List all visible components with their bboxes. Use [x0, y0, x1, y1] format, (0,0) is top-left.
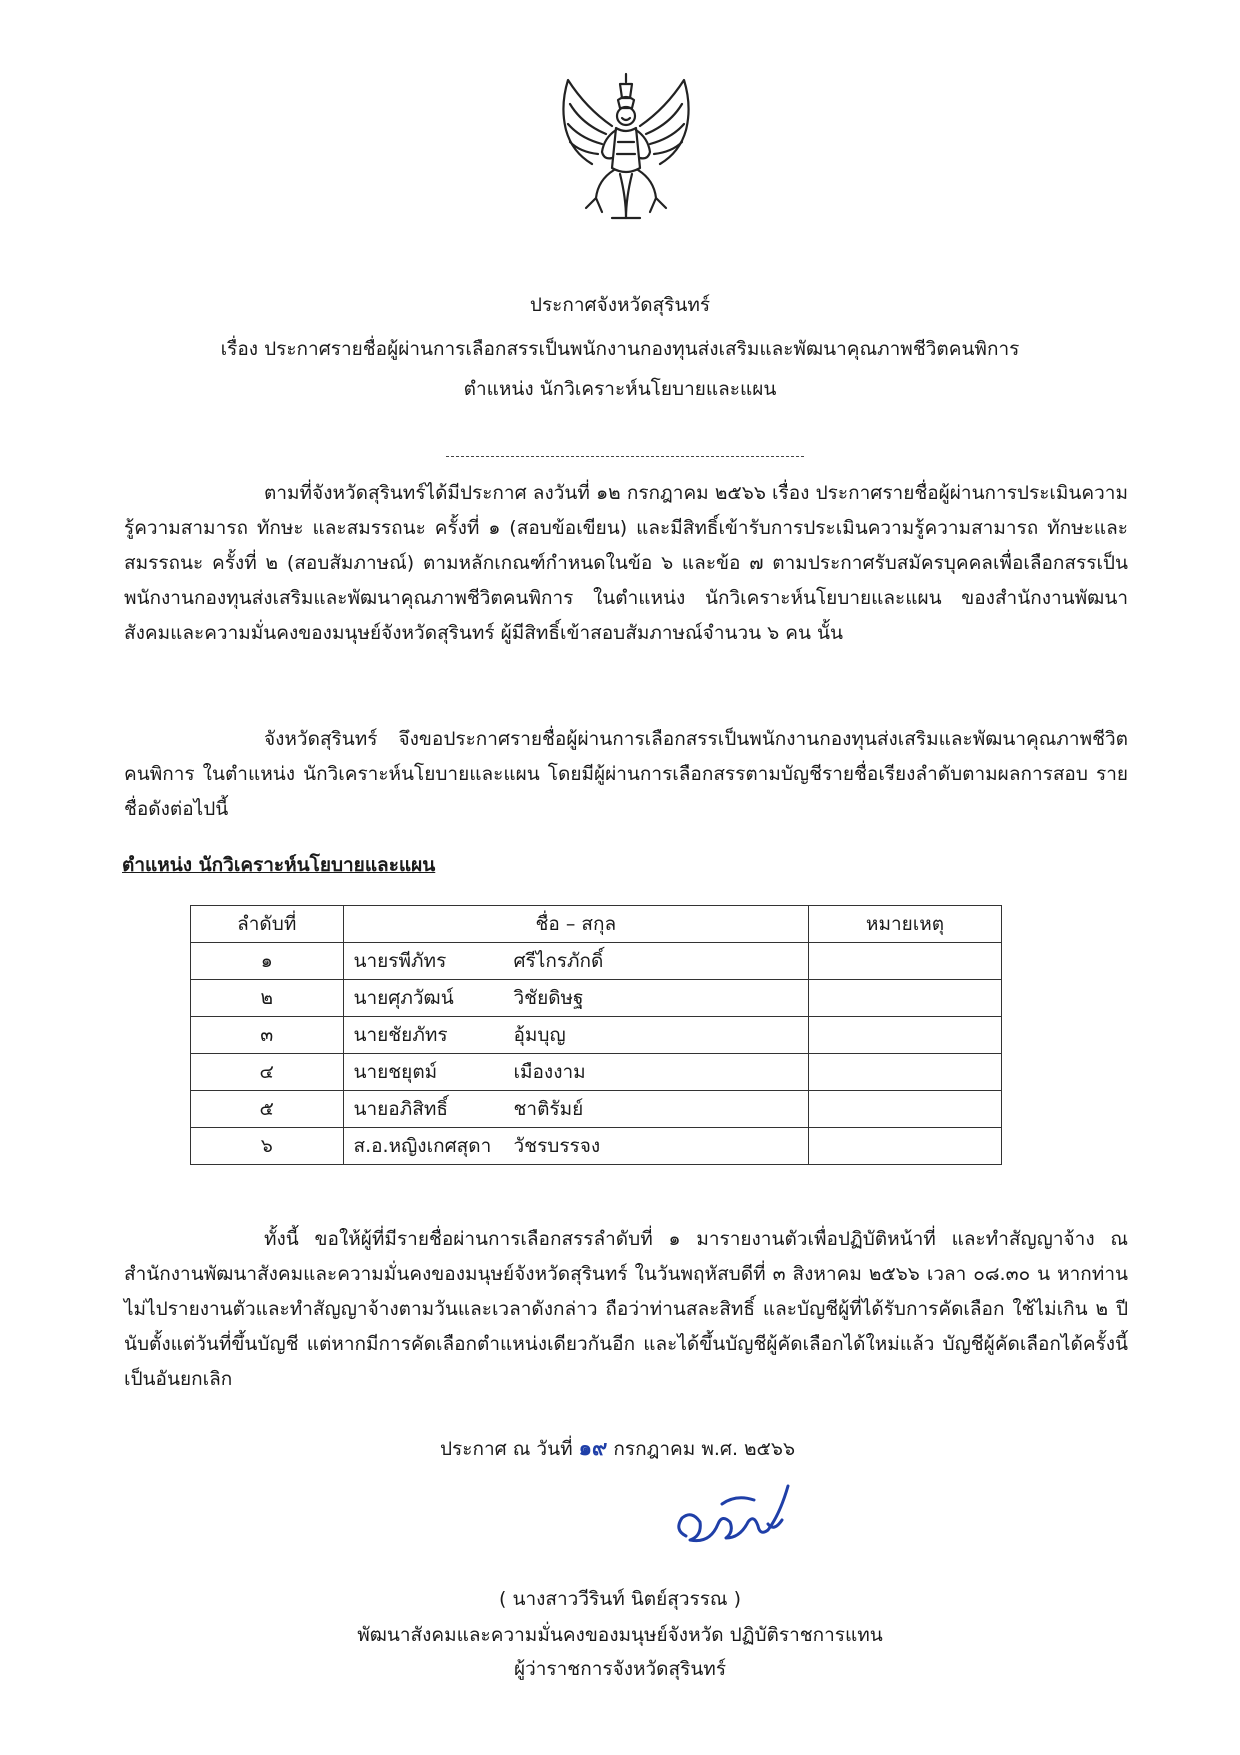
row-note [809, 980, 1002, 1017]
date-prefix: ประกาศ ณ วันที่ [440, 1438, 573, 1460]
row-order: ๒ [191, 980, 344, 1017]
row-order: ๕ [191, 1091, 344, 1128]
first-name: นายชยุตม์ [353, 1061, 438, 1083]
first-name: นายศุภวัฒน์ [353, 987, 454, 1009]
table-row [191, 1128, 1002, 1165]
first-name: นายรพีภัทร [353, 950, 447, 972]
row-order: ๖ [191, 1128, 344, 1165]
document-issuer: ประกาศจังหวัดสุรินทร์ [529, 294, 711, 316]
first-name: ส.อ.หญิงเกศสุดา [353, 1135, 492, 1157]
paragraph-background: ตามที่จังหวัดสุรินทร์ได้มีประกาศ ลงวันที่ ๑๒ กรกฎาคม ๒๕๖๖ เรื่อง ประกาศรายชื่อผู้ผ่านการประเมินความรู้ความสามารถ ทักษะ และสมรรถนะ ครั้งที่ ๑ (สอบข้อเขียน) และมีสิทธิ์เข้ารับการประเมินความรู้ความสามารถ ทักษะและสมรรถนะ ครั้งที่ ๒ (สอบสัมภาษณ์) ตามหลักเกณฑ์กำหนดในข้อ ๖ และข้อ ๗ ตามประกาศรับสมัครบุคคลเพื่อเลือกสรรเป็นพนักงานกองทุนส่งเสริมและพัฒนาคุณภาพชีวิตคนพิการ ในตำแหน่ง นักวิเคราะห์นโยบายและแผน ของสำนักงานพัฒนาสังคมและความมั่นคงของมนุษย์จังหวัดสุรินทร์ ผู้มีสิทธิ์เข้าสอบสัมภาษณ์จำนวน ๖ คน นั้น [124, 482, 1128, 644]
table-row [191, 943, 1002, 980]
paragraph-announcement: จังหวัดสุรินทร์ จึงขอประกาศรายชื่อผู้ผ่านการเลือกสรรเป็นพนักงานกองทุนส่งเสริมและพัฒนาคุณภาพชีวิตคนพิการ ในตำแหน่ง นักวิเคราะห์นโยบายและแผน โดยมีผู้ผ่านการเลือกสรรตามบัญชีรายชื่อเรียงลำดับตามผลการสอบ รายชื่อดังต่อไปนี้ [124, 728, 1128, 820]
results-table [190, 905, 1002, 1165]
row-note [809, 1091, 1002, 1128]
signer-name: ( นางสาววีรินท์ นิตย์สุวรรณ ) [499, 1588, 741, 1610]
garuda-emblem-icon [546, 68, 706, 228]
row-order: ๑ [191, 943, 344, 980]
table-row [191, 1017, 1002, 1054]
document-position: ตำแหน่ง นักวิเคราะห์นโยบายและแผน [463, 378, 777, 400]
last-name: วิชัยดิษฐ [513, 987, 584, 1009]
row-name [343, 1128, 809, 1165]
table-row [191, 1054, 1002, 1091]
section-title: ตำแหน่ง นักวิเคราะห์นโยบายและแผน [122, 854, 436, 876]
heading-divider [446, 456, 804, 457]
handwritten-signature [664, 1474, 814, 1564]
row-name [343, 1054, 809, 1091]
last-name: อุ้มบุญ [513, 1024, 566, 1046]
table-header-row [191, 906, 1002, 943]
row-note [809, 943, 1002, 980]
row-order: ๓ [191, 1017, 344, 1054]
date-day: ๑๙ [578, 1436, 608, 1460]
last-name: เมืองงาม [513, 1061, 586, 1083]
header-name: ชื่อ – สกุล [343, 906, 809, 943]
row-name [343, 980, 809, 1017]
row-name [343, 1091, 809, 1128]
row-name [343, 1017, 809, 1054]
row-note [809, 1054, 1002, 1091]
table-row [191, 980, 1002, 1017]
last-name: ชาติรัมย์ [513, 1098, 584, 1120]
row-name [343, 943, 809, 980]
signer-title: พัฒนาสังคมและความมั่นคงของมนุษย์จังหวัด ปฏิบัติราชการแทน [357, 1624, 883, 1646]
row-note [809, 1017, 1002, 1054]
signer-authority: ผู้ว่าราชการจังหวัดสุรินทร์ [513, 1658, 727, 1680]
header-note: หมายเหตุ [809, 906, 1002, 943]
header-order: ลำดับที่ [191, 906, 344, 943]
document-subject: เรื่อง ประกาศรายชื่อผู้ผ่านการเลือกสรรเป็นพนักงานกองทุนส่งเสริมและพัฒนาคุณภาพชีวิตคนพิการ [220, 338, 1020, 360]
date-suffix: กรกฎาคม พ.ศ. ๒๕๖๖ [613, 1438, 796, 1460]
row-note [809, 1128, 1002, 1165]
announcement-date [440, 1432, 795, 1465]
table-row [191, 1091, 1002, 1128]
row-order: ๔ [191, 1054, 344, 1091]
paragraph-instructions: ทั้งนี้ ขอให้ผู้ที่มีรายชื่อผ่านการเลือกสรรลำดับที่ ๑ มารายงานตัวเพื่อปฏิบัติหน้าที่ และทำสัญญาจ้าง ณ สำนักงานพัฒนาสังคมและความมั่นคงของมนุษย์จังหวัดสุรินทร์ ในวันพฤหัสบดีที่ ๓ สิงหาคม ๒๕๖๖ เวลา ๐๘.๓๐ น หากท่านไม่ไปรายงานตัวและทำสัญญาจ้างตามวันและเวลาดังกล่าว ถือว่าท่านสละสิทธิ์ และบัญชีผู้ที่ได้รับการคัดเลือก ใช้ไม่เกิน ๒ ปี นับตั้งแต่วันที่ขึ้นบัญชี แต่หากมีการคัดเลือกตำแหน่งเดียวกันอีก และได้ขึ้นบัญชีผู้คัดเลือกได้ใหม่แล้ว บัญชีผู้คัดเลือกได้ครั้งนี้เป็นอันยกเลิก [124, 1228, 1128, 1390]
last-name: ศรีไกรภักดิ์ [513, 950, 604, 972]
last-name: วัชรบรรจง [513, 1135, 601, 1157]
first-name: นายชัยภัทร [353, 1024, 448, 1046]
first-name: นายอภิสิทธิ์ [353, 1098, 448, 1120]
